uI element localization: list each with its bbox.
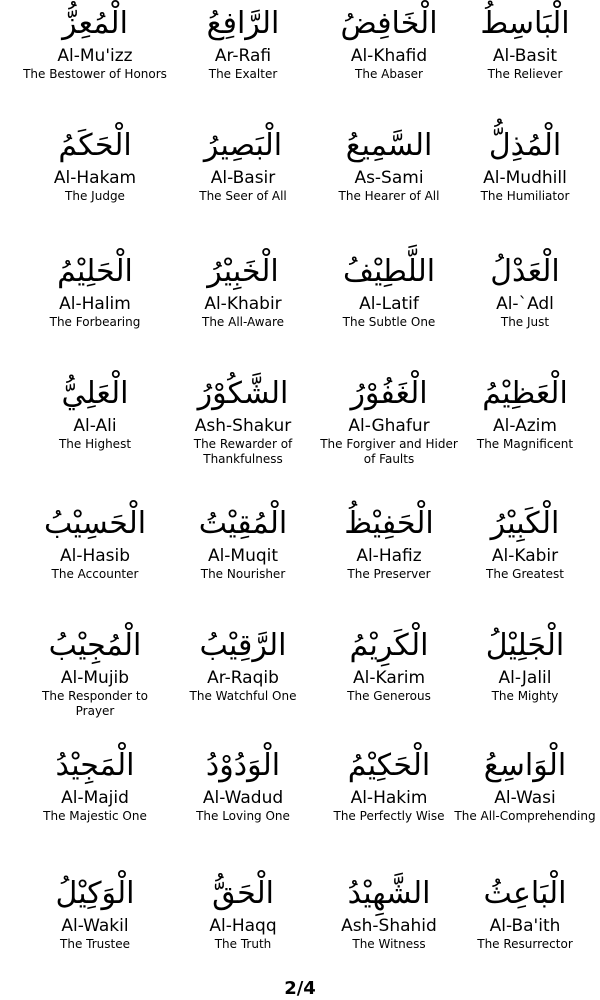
transliteration: Al-Jalil bbox=[498, 668, 552, 688]
meaning: The Highest bbox=[58, 437, 132, 451]
transliteration: Al-Latif bbox=[359, 294, 419, 314]
meaning: The Judge bbox=[65, 189, 125, 203]
arabic-name: الشَّهِيْدُ bbox=[347, 876, 431, 911]
names-grid bbox=[0, 4, 600, 964]
meaning: The Exalter bbox=[208, 67, 278, 81]
meaning: The Trustee bbox=[60, 937, 130, 951]
name-card bbox=[450, 252, 600, 372]
transliteration: Al-Karim bbox=[352, 668, 426, 688]
transliteration: Al-Basir bbox=[210, 168, 276, 188]
arabic-name: الْحَكَمُ bbox=[58, 128, 132, 163]
transliteration: Al-Khabir bbox=[204, 294, 282, 314]
transliteration: Al-Ali bbox=[73, 416, 117, 436]
transliteration: Al-Mujib bbox=[60, 668, 130, 688]
arabic-name: الْخَافِضُ bbox=[340, 6, 438, 41]
name-card bbox=[450, 626, 600, 746]
transliteration: Al-Mudhill bbox=[483, 168, 567, 188]
arabic-name: السَّمِيعُ bbox=[345, 128, 433, 163]
name-card bbox=[314, 4, 464, 124]
page-number: 2/4 bbox=[284, 978, 316, 999]
meaning: The Forbearing bbox=[49, 315, 141, 329]
name-card bbox=[450, 874, 600, 994]
names-row bbox=[0, 374, 600, 494]
names-row bbox=[0, 626, 600, 746]
meaning: The Just bbox=[500, 315, 550, 329]
arabic-name: الرَّقِيْبُ bbox=[199, 628, 287, 663]
transliteration: Al-Haqq bbox=[209, 916, 277, 936]
meaning: The Abaser bbox=[355, 67, 423, 81]
transliteration: Ar-Raqib bbox=[207, 668, 279, 688]
meaning: The Responder to Prayer bbox=[42, 689, 148, 718]
arabic-name: الرَّافِعُ bbox=[206, 6, 280, 41]
meaning: The Seer of All bbox=[199, 189, 287, 203]
meaning: The Greatest bbox=[486, 567, 564, 581]
arabic-name: الْمَجِيْدُ bbox=[55, 748, 135, 783]
transliteration: Al-Ghafur bbox=[348, 416, 430, 436]
meaning: The All-Aware bbox=[201, 315, 285, 329]
arabic-name: الْبَاعِثُ bbox=[483, 876, 567, 911]
meaning: The Resurrector bbox=[477, 937, 573, 951]
meaning: The Bestower of Honors bbox=[23, 67, 167, 81]
name-card bbox=[20, 874, 170, 994]
transliteration: Al-Basit bbox=[492, 46, 558, 66]
name-card bbox=[450, 504, 600, 624]
name-card bbox=[168, 626, 318, 746]
transliteration: Al-Azim bbox=[493, 416, 557, 436]
meaning: The Humiliator bbox=[480, 189, 570, 203]
name-card bbox=[450, 746, 600, 866]
name-card bbox=[20, 126, 170, 246]
transliteration: Al-Wadud bbox=[202, 788, 284, 808]
meaning: The Magnificent bbox=[476, 437, 574, 451]
name-card bbox=[20, 4, 170, 124]
transliteration: Al-Halim bbox=[59, 294, 131, 314]
arabic-name: الشَّكُوْرُ bbox=[197, 376, 289, 411]
arabic-name: الْحَسِيْبُ bbox=[43, 506, 147, 541]
name-card bbox=[168, 252, 318, 372]
arabic-name: الْمُجِيْبُ bbox=[48, 628, 142, 663]
transliteration: Al-Wakil bbox=[61, 916, 129, 936]
name-card bbox=[20, 626, 170, 746]
name-card bbox=[450, 126, 600, 246]
arabic-name: الْبَصِيرُ bbox=[203, 128, 283, 163]
arabic-name: الْخَبِيْرُ bbox=[207, 254, 279, 289]
arabic-name: الْوَاسِعُ bbox=[483, 748, 567, 783]
name-card bbox=[20, 746, 170, 866]
arabic-name: الْحَقُّ bbox=[212, 876, 274, 911]
meaning: The Generous bbox=[347, 689, 431, 703]
arabic-name: الْجَلِيْلُ bbox=[485, 628, 565, 663]
arabic-name: الْعَلِيُّ bbox=[61, 376, 129, 411]
arabic-name: الْوَكِيْلُ bbox=[55, 876, 135, 911]
meaning: The Accounter bbox=[51, 567, 139, 581]
meaning: The Nourisher bbox=[200, 567, 286, 581]
arabic-name: الْحَلِيْمُ bbox=[57, 254, 133, 289]
names-row bbox=[0, 874, 600, 994]
meaning: The Watchful One bbox=[189, 689, 297, 703]
arabic-name: اللَّطِيْفُ bbox=[342, 254, 436, 289]
name-card bbox=[168, 126, 318, 246]
name-card bbox=[314, 626, 464, 746]
transliteration: Al-Majid bbox=[61, 788, 129, 808]
names-row bbox=[0, 252, 600, 372]
transliteration: Al-Kabir bbox=[491, 546, 559, 566]
names-row bbox=[0, 126, 600, 246]
name-card bbox=[168, 374, 318, 494]
transliteration: Al-Khafid bbox=[350, 46, 428, 66]
transliteration: Al-Ba'ith bbox=[489, 916, 561, 936]
name-card bbox=[314, 874, 464, 994]
transliteration: Al-Wasi bbox=[494, 788, 556, 808]
arabic-name: الْحَكِيْمُ bbox=[347, 748, 431, 783]
transliteration: Al-Hasib bbox=[59, 546, 131, 566]
name-card bbox=[314, 504, 464, 624]
arabic-name: الْكَرِيْمُ bbox=[349, 628, 429, 663]
arabic-name: الْحَفِيْظُ bbox=[344, 506, 434, 541]
meaning: The Subtle One bbox=[342, 315, 436, 329]
names-row bbox=[0, 746, 600, 866]
name-card bbox=[20, 504, 170, 624]
transliteration: As-Sami bbox=[354, 168, 424, 188]
meaning: The Majestic One bbox=[43, 809, 147, 823]
transliteration: Ar-Rafi bbox=[214, 46, 272, 66]
name-card bbox=[314, 746, 464, 866]
names-row bbox=[0, 504, 600, 624]
arabic-name: الْعَدْلُ bbox=[490, 254, 560, 289]
meaning: The Truth bbox=[214, 937, 272, 951]
name-card bbox=[168, 874, 318, 994]
transliteration: Al-Hakam bbox=[53, 168, 137, 188]
meaning: The Loving One bbox=[196, 809, 290, 823]
meaning: The Perfectly Wise bbox=[333, 809, 445, 823]
name-card bbox=[450, 374, 600, 494]
meaning: The Reliever bbox=[487, 67, 563, 81]
arabic-name: الْوَدُوْدُ bbox=[205, 748, 281, 783]
meaning: The Forgiver and Hider of Faults bbox=[320, 437, 458, 466]
transliteration: Ash-Shahid bbox=[341, 916, 437, 936]
name-card bbox=[450, 4, 600, 124]
name-card bbox=[20, 252, 170, 372]
arabic-name: الْغَفُوْرُ bbox=[350, 376, 428, 411]
names-row bbox=[0, 4, 600, 124]
transliteration: Al-`Adl bbox=[496, 294, 554, 314]
meaning: The Mighty bbox=[491, 689, 559, 703]
name-card bbox=[314, 252, 464, 372]
name-card bbox=[168, 504, 318, 624]
meaning: The Witness bbox=[352, 937, 426, 951]
transliteration: Al-Hakim bbox=[350, 788, 428, 808]
transliteration: Al-Mu'izz bbox=[57, 46, 133, 66]
name-card bbox=[314, 126, 464, 246]
arabic-name: الْمُقِيْتُ bbox=[198, 506, 288, 541]
meaning: The Preserver bbox=[347, 567, 431, 581]
transliteration: Al-Hafiz bbox=[356, 546, 422, 566]
arabic-name: الْمُذِلُّ bbox=[488, 128, 562, 163]
name-card bbox=[314, 374, 464, 494]
meaning: The Hearer of All bbox=[338, 189, 440, 203]
transliteration: Ash-Shakur bbox=[194, 416, 292, 436]
meaning: The Rewarder of Thankfulness bbox=[193, 437, 293, 466]
meaning: The All-Comprehending bbox=[454, 809, 596, 823]
arabic-name: الْكَبِيْرُ bbox=[490, 506, 560, 541]
name-card bbox=[168, 746, 318, 866]
name-card bbox=[20, 374, 170, 494]
name-card bbox=[168, 4, 318, 124]
arabic-name: الْعَظِيْمُ bbox=[482, 376, 568, 411]
transliteration: Al-Muqit bbox=[207, 546, 279, 566]
arabic-name: الْمُعِزُّ bbox=[62, 6, 128, 41]
arabic-name: الْبَاسِطُ bbox=[480, 6, 570, 41]
